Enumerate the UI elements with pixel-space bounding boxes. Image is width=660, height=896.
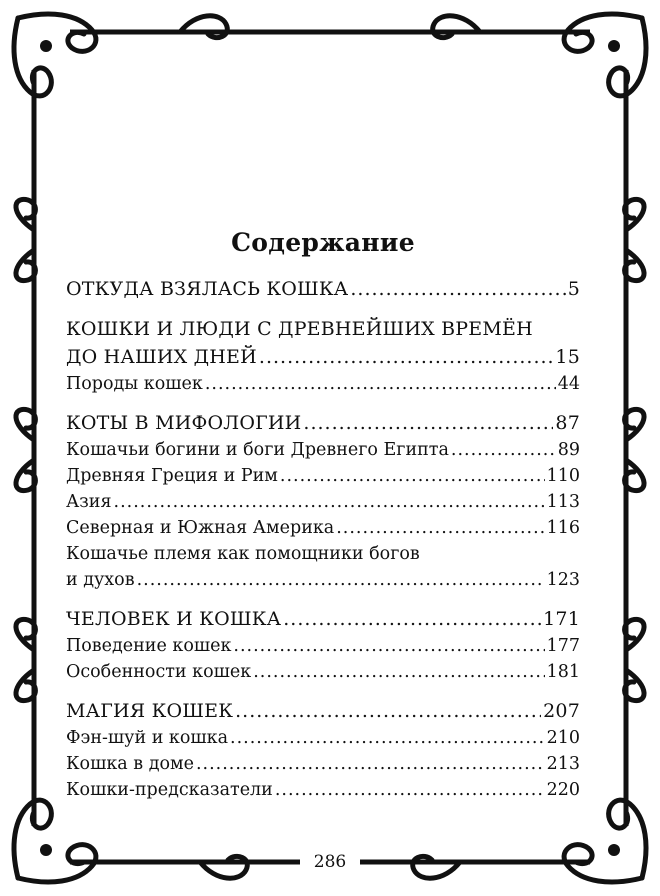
toc-subsection[interactable]: [66, 541, 580, 593]
toc-entry-title: Азия: [66, 492, 112, 512]
toc-entry-title: КОТЫ В МИФОЛОГИИ: [66, 412, 302, 434]
toc-entry-title: Кошачьи богини и боги Древнего Египта: [66, 440, 449, 460]
leader-dots: [283, 605, 541, 633]
toc-entry-title: Кошка в доме: [66, 754, 194, 774]
toc-page-number: 44: [557, 374, 580, 394]
toc-page-number: 210: [546, 728, 580, 748]
toc-entry-title: Северная и Южная Америка: [66, 518, 335, 538]
toc-subsection[interactable]: [66, 463, 580, 489]
toc-entry-title: МАГИЯ КОШЕК: [66, 700, 234, 722]
toc-subsection[interactable]: [66, 371, 580, 397]
toc-entry-title: Породы кошек: [66, 374, 203, 394]
toc-section[interactable]: [66, 315, 580, 371]
toc-page-number: 5: [567, 278, 580, 300]
page-number: 286: [313, 852, 347, 872]
toc-section[interactable]: [66, 275, 580, 303]
toc-entry-title: ДО НАШИХ ДНЕЙ: [66, 346, 257, 368]
leader-dots: [196, 751, 545, 777]
toc-subsection[interactable]: [66, 437, 580, 463]
toc-page-number: 15: [555, 346, 580, 368]
leader-dots: [350, 275, 565, 303]
toc-entry-title: Древняя Греция и Рим: [66, 466, 278, 486]
leader-dots: [259, 343, 554, 371]
toc-subsection[interactable]: [66, 725, 580, 751]
leader-dots: [280, 463, 545, 489]
leader-dots: [253, 659, 544, 685]
table-of-contents: [66, 228, 580, 803]
toc-subsection[interactable]: [66, 659, 580, 685]
toc-page-number: 110: [546, 466, 580, 486]
leader-dots: [336, 515, 544, 541]
toc-page-number: 87: [555, 412, 580, 434]
toc-page-number: 171: [543, 608, 580, 630]
toc-page-number: 89: [557, 440, 580, 460]
toc-entry-title: и духов: [66, 570, 135, 590]
toc-entry-title-line: Кошачье племя как помощники богов: [66, 544, 420, 564]
toc-page-number: 116: [546, 518, 580, 538]
toc-page-number: 181: [546, 662, 580, 682]
toc-page-number: 207: [543, 700, 580, 722]
toc-section[interactable]: [66, 697, 580, 725]
corner-ornament-icon: [14, 14, 96, 96]
leader-dots: [303, 409, 553, 437]
toc-page-number: 220: [546, 780, 580, 800]
toc-subsection[interactable]: [66, 489, 580, 515]
toc-page-number: 123: [546, 570, 580, 590]
leader-dots: [114, 489, 545, 515]
toc-entry-title: ЧЕЛОВЕК И КОШКА: [66, 608, 282, 630]
leader-dots: [275, 777, 545, 803]
leader-dots: [137, 567, 545, 593]
toc-subsection[interactable]: [66, 751, 580, 777]
toc-subsection[interactable]: [66, 777, 580, 803]
toc-entry-title: Фэн-шуй и кошка: [66, 728, 229, 748]
leader-dots: [230, 725, 545, 751]
corner-ornament-icon: [564, 14, 646, 96]
toc-entry-title: Особенности кошек: [66, 662, 252, 682]
toc-subsection[interactable]: [66, 633, 580, 659]
leader-dots: [451, 437, 556, 463]
toc-page-number: 113: [546, 492, 580, 512]
toc-section[interactable]: [66, 409, 580, 437]
toc-page-number: 213: [546, 754, 580, 774]
page-title: Содержание: [231, 228, 415, 257]
toc-entry-title: ОТКУДА ВЗЯЛАСЬ КОШКА: [66, 278, 349, 300]
toc-section[interactable]: [66, 605, 580, 633]
toc-list: [66, 275, 580, 803]
leader-dots: [235, 697, 541, 725]
toc-entry-title: Поведение кошек: [66, 636, 232, 656]
toc-entry-title: Кошки-предсказатели: [66, 780, 273, 800]
toc-subsection[interactable]: [66, 515, 580, 541]
leader-dots: [233, 633, 544, 659]
toc-page-number: 177: [546, 636, 580, 656]
leader-dots: [205, 371, 556, 397]
toc-entry-title-line: КОШКИ И ЛЮДИ С ДРЕВНЕЙШИХ ВРЕМЁН: [66, 318, 533, 340]
